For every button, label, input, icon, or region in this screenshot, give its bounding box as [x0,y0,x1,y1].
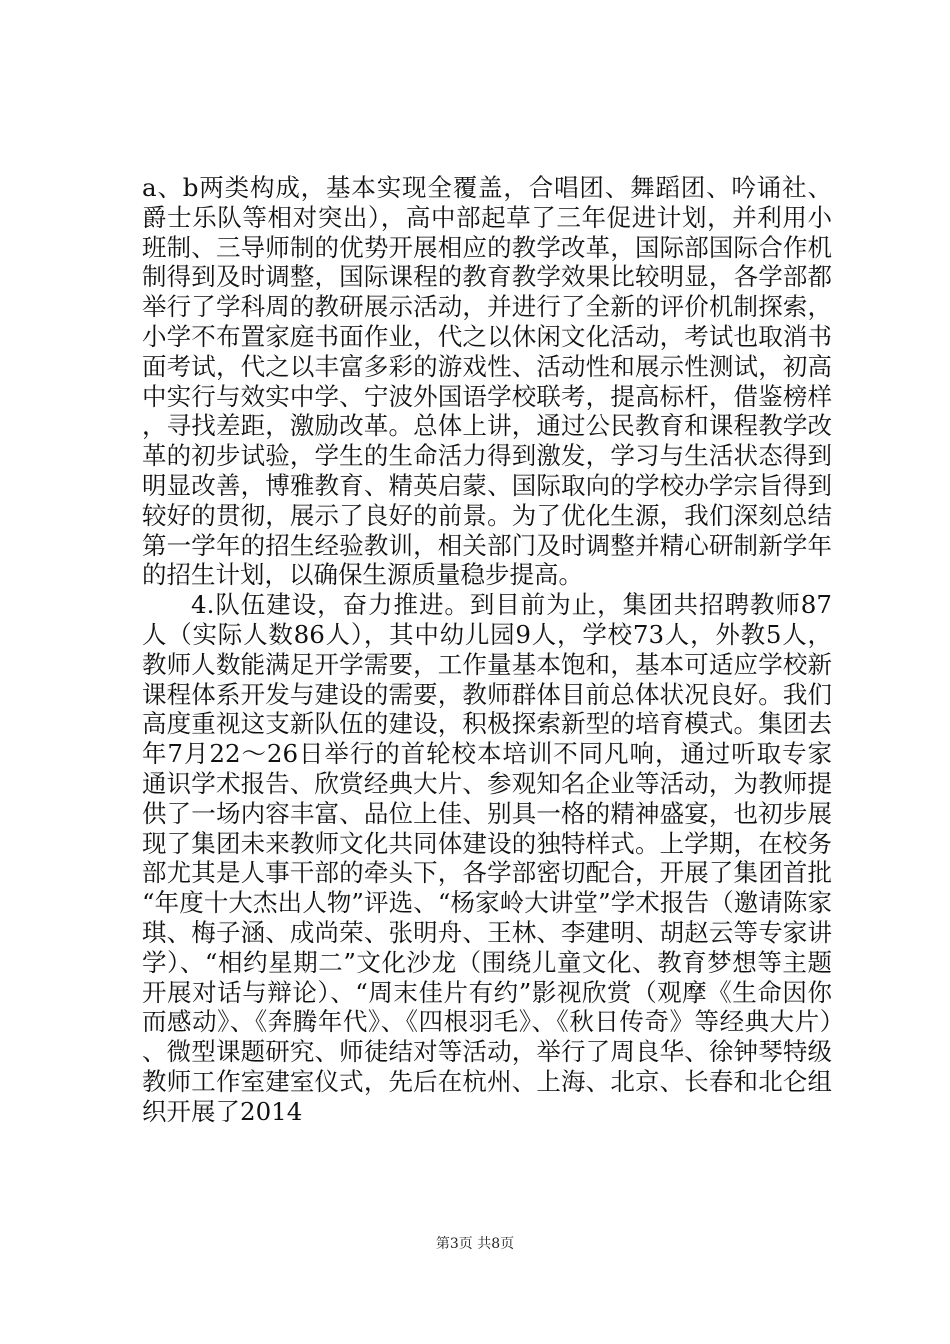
page-footer: 第3页 共8页 [435,1236,515,1252]
paragraph-continuation: a、b两类构成，基本实现全覆盖，合唱团、舞蹈团、吟诵社、爵士乐队等相对突出），高中部起草了三年促进计划，并利用小班制、三导师制的优势开展相应的教学改革，国际部国际合作机制得到及时调整，国际课程的教育教学效果比较明显，各学部都举行了学科周的教研展示活动，并进行了全新的评价机制探索，小学不布置家庭书面作业，代之以休闲文化活动，考试也取消书面考试，代之以丰富多彩的游戏性、活动性和展示性测试，初高中实行与效实中学、宁波外国语学校联考，提高标杆，借鉴榜样，寻找差距，激励改革。总体上讲，通过公民教育和课程教学改革的初步试验，学生的生命活力得到激发，学习与生活状态得到明显改善，博雅教育、精英启蒙、国际取向的学校办学宗旨得到较好的贯彻，展示了良好的前景。为了优化生源，我们深刻总结第一学年的招生经验教训，相关部门及时调整并精心研制新学年的招生计划，以确保生源质量稳步提高。 [142,173,832,590]
paragraph-team-building: 4.队伍建设，奋力推进。到目前为止，集团共招聘教师87人（实际人数86人），其中幼儿园9人，学校73人，外教5人，教师人数能满足开学需要，工作量基本饱和，基本可适应学校新课程体系开发与建设的需要，教师群体目前总体状况良好。我们高度重视这支新队伍的建设，积极探索新型的培育模式。集团去年7月22～26日举行的首轮校本培训不同凡响，通过听取专家通识学术报告、欣赏经典大片、参观知名企业等活动，为教师提供了一场内容丰富、品位上佳、别具一格的精神盛宴，也初步展现了集团未来教师文化共同体建设的独特样式。上学期，在校务部尤其是人事干部的牵头下，各学部密切配合，开展了集团首批“年度十大杰出人物”评选、“杨家岭大讲堂”学术报告（邀请陈家琪、梅子涵、成尚荣、张明舟、王林、李建明、胡赵云等专家讲学）、“相约星期二”文化沙龙（围绕儿童文化、教育梦想等主题开展对话与辩论）、“周末佳片有约”影视欣赏（观摩《生命因你而感动》、《奔腾年代》、《四根羽毛》、《秋日传奇》等经典大片）、微型课题研究、师徒结对等活动，举行了周良华、徐钟琴特级教师工作室建室仪式，先后在杭州、上海、北京、长春和北仑组织开展了2014 [142,590,832,1126]
body-text [142,173,832,1127]
